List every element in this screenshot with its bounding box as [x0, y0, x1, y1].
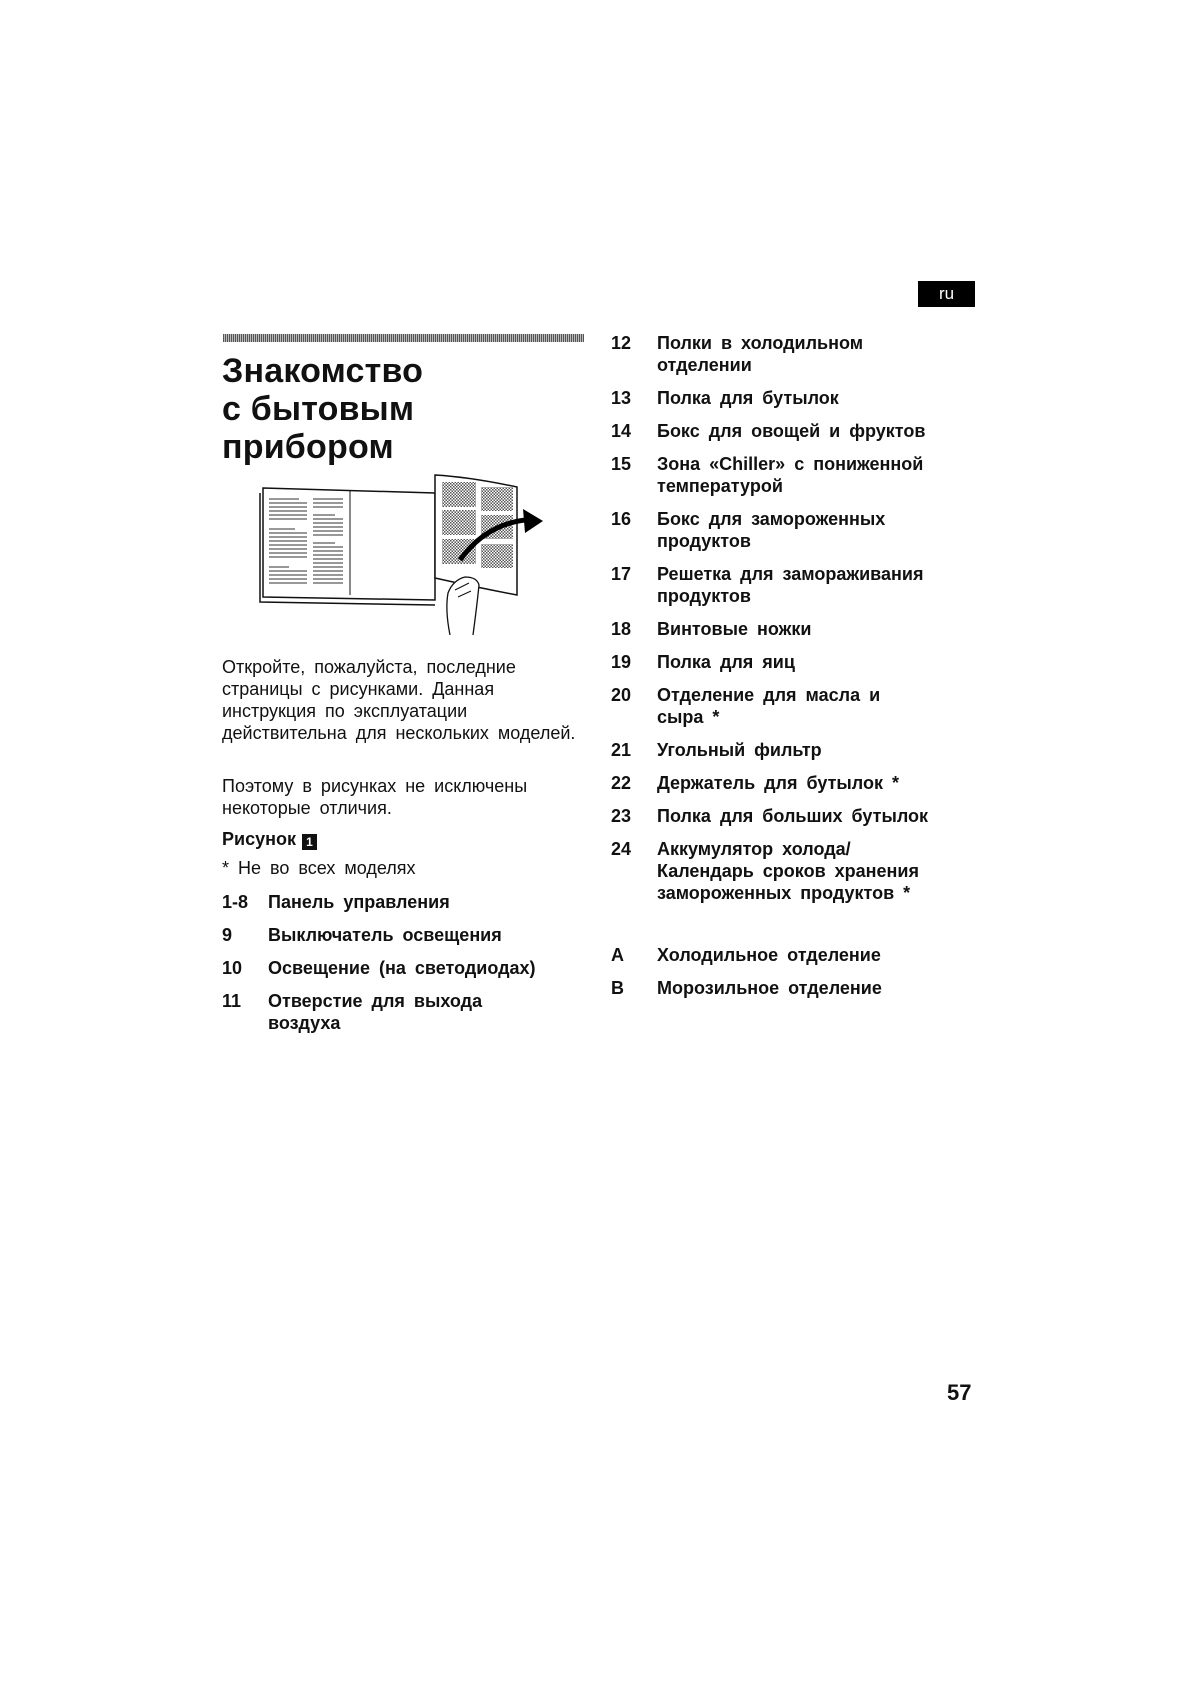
legend-item	[611, 332, 911, 376]
legend-text: Винтовые ножки	[657, 619, 812, 639]
legend-number: 9	[222, 925, 233, 945]
legend-item	[611, 977, 981, 999]
section-title	[222, 352, 423, 466]
legend-item	[222, 990, 522, 1034]
legend-text: Отделение для масла и сыра *	[657, 685, 881, 727]
legend-list-compartments	[611, 944, 981, 1010]
legend-text: Полка для яиц	[657, 652, 795, 672]
legend-text: Полка для бутылок	[657, 388, 839, 408]
legend-text: Отверстие для выхода воздуха	[268, 991, 483, 1033]
legend-letter: B	[611, 978, 624, 998]
legend-number: 10	[222, 958, 243, 978]
legend-item	[611, 739, 981, 761]
page-number: 57	[947, 1380, 972, 1405]
legend-item	[222, 891, 592, 913]
title-line-2: с бытовым	[222, 390, 415, 428]
legend-number: 13	[611, 388, 632, 408]
open-manual-illustration	[255, 465, 550, 640]
legend-item	[611, 805, 981, 827]
legend-text: Бокс для замороженных продуктов	[657, 509, 886, 551]
legend-item	[222, 924, 592, 946]
legend-item	[611, 387, 981, 409]
legend-item	[611, 944, 981, 966]
legend-number: 1-8	[222, 892, 249, 912]
figure-label: Рисунок	[222, 829, 296, 849]
title-line-1: Знакомство	[222, 352, 424, 390]
legend-number: 12	[611, 333, 632, 353]
legend-number: 15	[611, 454, 632, 474]
legend-text: Освещение (на светодиодах)	[268, 958, 536, 978]
legend-number: 17	[611, 564, 632, 584]
legend-text: Решетка для замораживания продуктов	[657, 564, 924, 606]
language-badge: ru	[918, 281, 975, 307]
legend-number: 11	[222, 991, 242, 1011]
legend-text: Аккумулятор холода/ Календарь сроков хранения замороженных продуктов *	[657, 839, 919, 903]
legend-item	[222, 957, 592, 979]
legend-text: Держатель для бутылок *	[657, 773, 900, 793]
legend-number: 16	[611, 509, 632, 529]
legend-list-left	[222, 891, 592, 1045]
legend-number: 22	[611, 773, 632, 793]
section-rule	[223, 334, 584, 342]
legend-item	[611, 772, 981, 794]
legend-number: 14	[611, 421, 632, 441]
legend-number: 21	[611, 740, 632, 760]
legend-text: Бокс для овощей и фруктов	[657, 421, 926, 441]
variation-paragraph: Поэтому в рисунках не исключены некоторые отличия.	[222, 776, 528, 818]
legend-text: Панель управления	[268, 892, 450, 912]
footnote: * Не во всех моделях	[222, 858, 416, 878]
legend-text: Полка для больших бутылок	[657, 806, 929, 826]
legend-item	[611, 508, 931, 552]
legend-item	[611, 651, 981, 673]
legend-text: Зона «Chiller» с пониженной температурой	[657, 454, 924, 496]
figure-number-badge: 1	[302, 834, 317, 850]
figure-reference	[222, 829, 317, 850]
legend-item	[611, 838, 956, 904]
legend-number: 20	[611, 685, 632, 705]
legend-text: Морозильное отделение	[657, 978, 882, 998]
legend-number: 23	[611, 806, 632, 826]
legend-text: Угольный фильтр	[657, 740, 822, 760]
legend-item	[611, 618, 981, 640]
legend-item	[611, 420, 981, 442]
title-line-3: прибором	[222, 428, 394, 466]
legend-item	[611, 453, 951, 497]
legend-list-right	[611, 332, 981, 915]
legend-text: Холодильное отделение	[657, 945, 881, 965]
legend-item	[611, 684, 901, 728]
legend-item	[611, 563, 961, 607]
intro-paragraph: Откройте, пожалуйста, последние страницы с рисунками. Данная инструкция по эксплуатации действительна для нескольких моделей.	[222, 657, 576, 743]
legend-text: Полки в холодильном отделении	[657, 333, 864, 375]
legend-text: Выключатель освещения	[268, 925, 502, 945]
legend-letter: A	[611, 945, 624, 965]
legend-number: 24	[611, 839, 632, 859]
legend-number: 19	[611, 652, 632, 672]
legend-number: 18	[611, 619, 632, 639]
